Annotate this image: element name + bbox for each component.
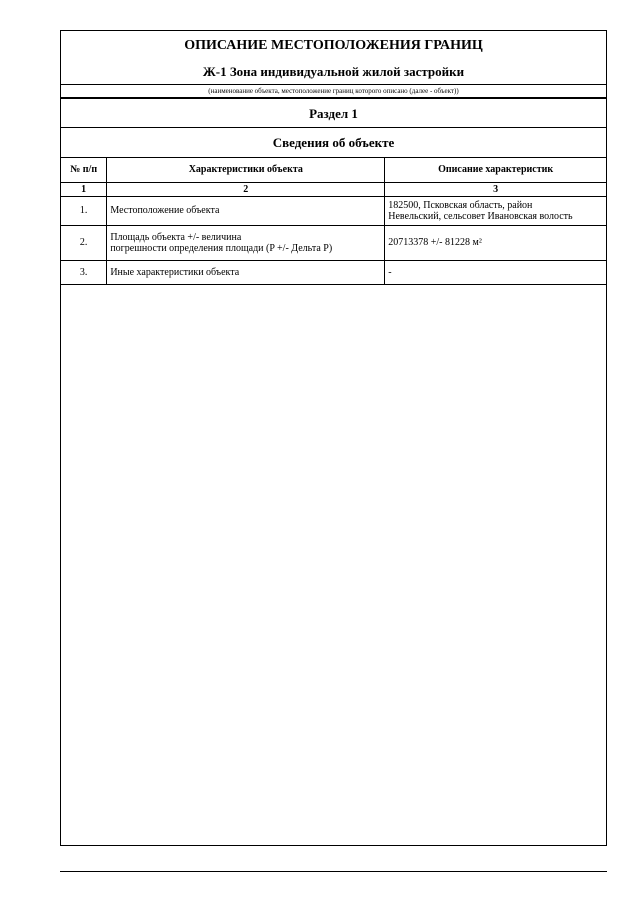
- document-subtitle: Ж-1 Зона индивидуальной жилой застройки: [61, 59, 606, 85]
- table-row: [61, 260, 606, 284]
- row-characteristic: Иные характеристики объекта: [107, 260, 385, 284]
- column-header-description: Описание характеристик: [385, 158, 606, 182]
- row-number: 3.: [61, 260, 107, 284]
- object-info-table: [61, 158, 606, 285]
- document-note: (наименование объекта, местоположение границ которого описано (далее - объект)): [61, 85, 606, 98]
- row-characteristic: [107, 225, 385, 260]
- row-description: [385, 196, 606, 225]
- column-number: 2: [107, 182, 385, 196]
- section-title: Раздел 1: [61, 98, 606, 128]
- column-header-characteristic: Характеристики объекта: [107, 158, 385, 182]
- description-line: 182500, Псковская область, район: [388, 199, 533, 211]
- column-number: 1: [61, 182, 107, 196]
- row-characteristic: Местоположение объекта: [107, 196, 385, 225]
- document-frame: [60, 30, 607, 846]
- characteristic-line: Площадь объекта +/- величина: [110, 231, 242, 243]
- row-number: 2.: [61, 225, 107, 260]
- table-header-row: [61, 158, 606, 182]
- table-column-numbers-row: [61, 182, 606, 196]
- column-number: 3: [385, 182, 606, 196]
- column-header-number: № п/п: [61, 158, 107, 182]
- row-description: -: [385, 260, 606, 284]
- description-line: Невельский, сельсовет Ивановская волость: [388, 210, 573, 222]
- table-row: [61, 225, 606, 260]
- row-number: 1.: [61, 196, 107, 225]
- row-description: 20713378 +/- 81228 м²: [385, 225, 606, 260]
- section-heading: Сведения об объекте: [61, 128, 606, 158]
- table-row: [61, 196, 606, 225]
- characteristic-line: погрешности определения площади (P +/- Дельта P): [110, 242, 333, 254]
- footer-divider: [60, 871, 607, 872]
- document-title: ОПИСАНИЕ МЕСТОПОЛОЖЕНИЯ ГРАНИЦ: [184, 38, 483, 53]
